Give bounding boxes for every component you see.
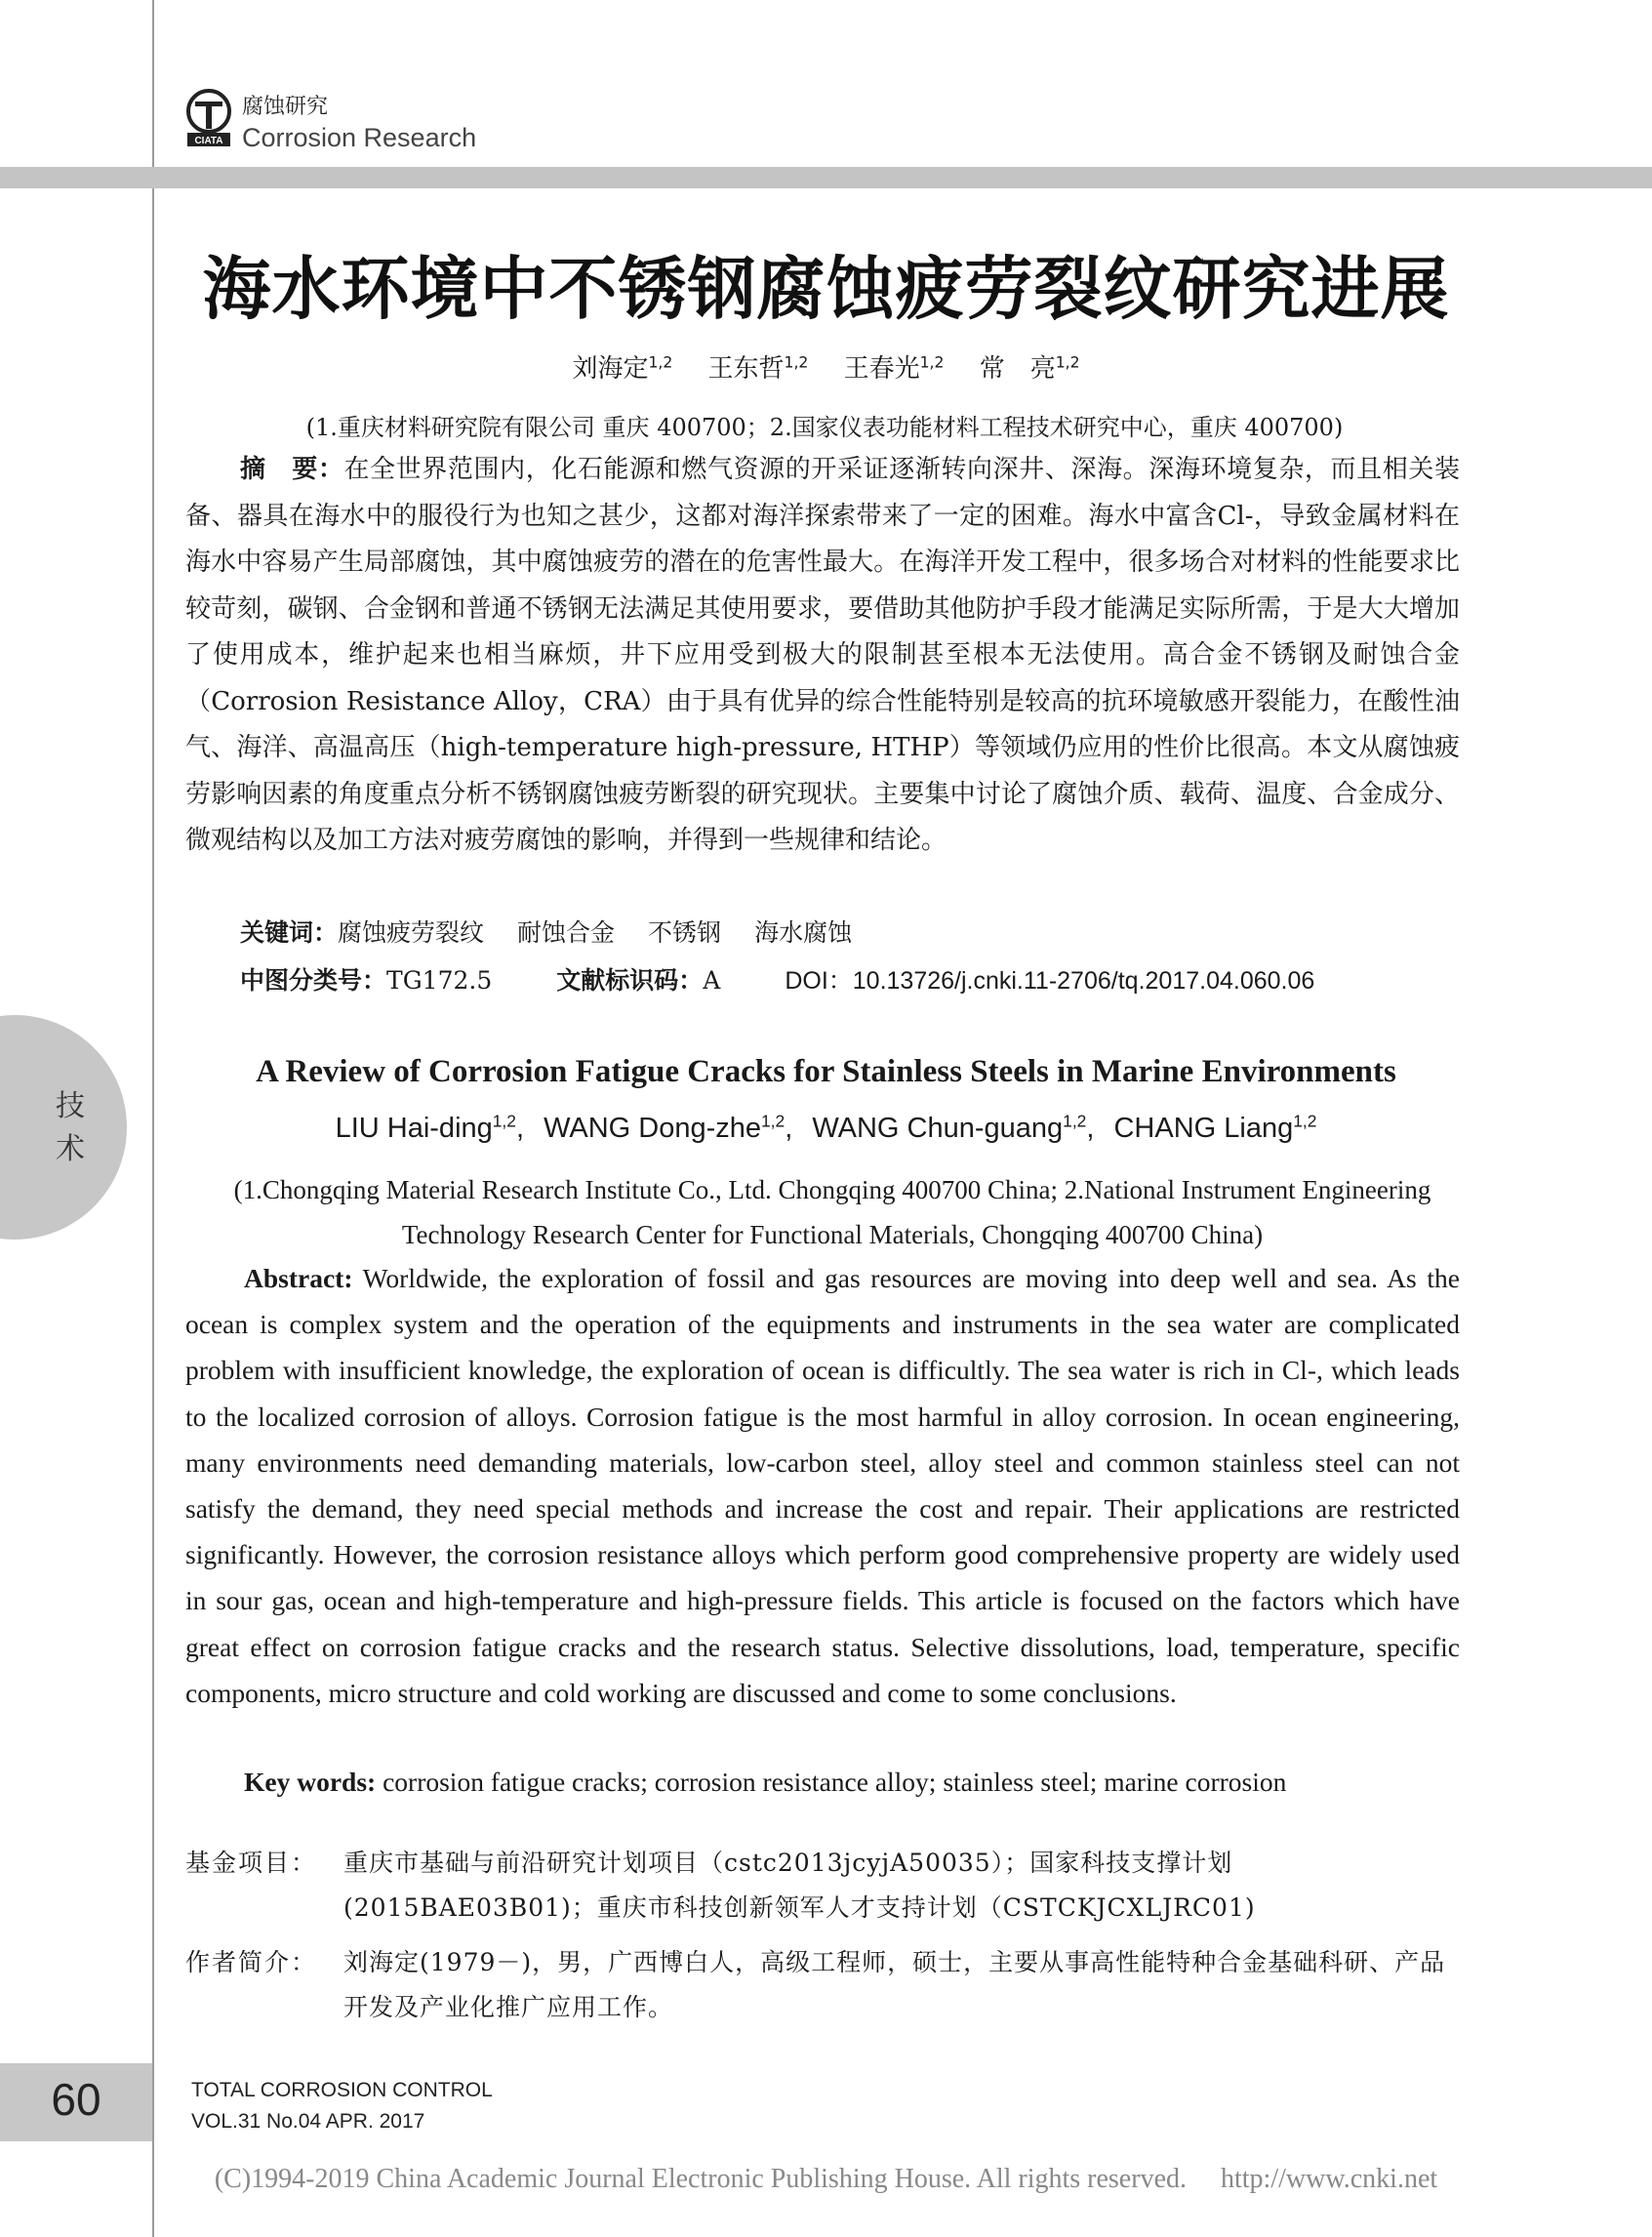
- keywords-cn-label: 关键词：: [240, 918, 339, 947]
- author-cn: 刘海定$^{1,2}$: [572, 353, 673, 384]
- keywords-en-label: Key words:: [244, 1767, 377, 1797]
- journal-logo: [185, 88, 232, 148]
- author-cn: 王东哲$^{1,2}$: [707, 353, 809, 384]
- funding-note: [185, 1841, 1460, 1931]
- clc-value: TG172.5: [386, 966, 493, 995]
- abstract-en-label: Abstract:: [244, 1263, 353, 1293]
- funding-label: 基金项目：: [185, 1849, 318, 1877]
- author-cn: 常 亮$^{1,2}$: [979, 353, 1080, 384]
- author-en: WANG Dong-zhe$^{1,2}$,: [544, 1111, 793, 1144]
- page-number: 60: [51, 2074, 101, 2125]
- keywords-en-text: corrosion fatigue cracks; corrosion resistance alloy; stainless steel; marine corrosion: [383, 1767, 1287, 1797]
- author-en: CHANG Liang$^{1,2}$: [1113, 1111, 1317, 1144]
- affiliation-en: (1.Chongqing Material Research Institute Co., Ltd. Chongqing 400700 China; 2.National Instrument Engineering Technology Research Center for Functional Materials, Chongqing 400700 China): [233, 1175, 1431, 1249]
- keywords-en: [244, 1767, 1286, 1798]
- journal-name-cn: 腐蚀研究: [242, 95, 329, 119]
- author-bio-note: [185, 1940, 1460, 2030]
- doc-code-label: 文献标识码：: [556, 966, 704, 995]
- doi: DOI：10.13726/j.cnki.11-2706/tq.2017.04.060.06: [785, 967, 1315, 995]
- authors-en: [0, 1113, 1652, 1145]
- article-title-en: A Review of Corrosion Fatigue Cracks for Stainless Steels in Marine Environments: [256, 1054, 1396, 1089]
- affiliation-cn: (1.重庆材料研究院有限公司 重庆 400700；2.国家仪表功能材料工程技术研究中心，重庆 400700): [305, 414, 1344, 441]
- keywords-cn: [240, 914, 885, 949]
- abstract-cn-label: 摘 要：: [240, 455, 344, 484]
- keyword-cn: 海水腐蚀: [754, 918, 853, 947]
- author-bio-label: 作者简介：: [185, 1948, 318, 1976]
- abstract-cn: [185, 447, 1460, 865]
- doc-code-value: A: [703, 966, 721, 995]
- section-tab-label: 技 术: [56, 1089, 85, 1166]
- header-bar: [0, 167, 1652, 188]
- footnotes: [185, 1841, 1460, 2040]
- keyword-cn: 腐蚀疲劳裂纹: [338, 918, 485, 947]
- author-en: WANG Chun-guang$^{1,2}$,: [812, 1111, 1095, 1144]
- author-en: LIU Hai-ding$^{1,2}$,: [335, 1111, 525, 1144]
- footer-journal: TOTAL CORROSION CONTROL: [191, 2079, 493, 2101]
- author-bio-text: 刘海定(1979－)，男，广西博白人，高级工程师，硕士，主要从事高性能特种合金基础科研、产品开发及产业化推广应用工作。: [343, 1948, 1446, 2021]
- author-cn: 王春光$^{1,2}$: [843, 353, 945, 384]
- abstract-cn-text: 在全世界范围内，化石能源和燃气资源的开采证逐渐转向深井、深海。深海环境复杂，而且相关装备、器具在海水中的服役行为也知之甚少，这都对海洋探索带来了一定的困难。海水中富含Cl-，导致金属材料在海水中容易产生局部腐蚀，其中腐蚀疲劳的潜在的危害性最大。在海洋开发工程中，很多场合对材料的性能要求比较苛刻，碳钢、合金钢和普通不锈钢无法满足其使用要求，要借助其他防护手段才能满足实际所需，于是大大增加了使用成本，维护起来也相当麻烦，井下应用受到极大的限制甚至根本无法使用。高合金不锈钢及耐蚀合金（Corrosion Resistance Alloy，CRA）由于具有优异的综合性能特别是较高的抗环境敏感开裂能力，在酸性油气、海洋、高温高压（high-temperature high-pressure, HTHP）等领域仍应用的性价比很高。本文从腐蚀疲劳影响因素的角度重点分析不锈钢腐蚀疲劳断裂的研究现状。主要集中讨论了腐蚀介质、载荷、温度、合金成分、微观结构以及加工方法对疲劳腐蚀的影响，并得到一些规律和结论。: [185, 455, 1460, 855]
- logo-text: CIATA: [194, 136, 223, 146]
- keyword-cn: 不锈钢: [648, 918, 722, 947]
- authors-cn: [0, 348, 1652, 385]
- journal-name-en: Corrosion Research: [242, 123, 477, 152]
- funding-text: 重庆市基础与前沿研究计划项目（cstc2013jcyjA50035）；国家科技支撑计划(2015BAE03B01)；重庆市科技创新领军人才支持计划（CSTCKJCXLJRC01): [343, 1849, 1256, 1922]
- footer-issue: VOL.31 No.04 APR. 2017: [191, 2110, 425, 2133]
- abstract-en: [185, 1255, 1460, 1716]
- keyword-cn: 耐蚀合金: [517, 918, 616, 947]
- classification-row: [240, 961, 1314, 996]
- copyright-notice: (C)1994-2019 China Academic Journal Electronic Publishing House. All rights reserved. http://www.cnki.net: [214, 2164, 1438, 2194]
- clc-label: 中图分类号：: [240, 966, 387, 995]
- article-title-cn: 海水环境中不锈钢腐蚀疲劳裂纹研究进展: [202, 249, 1450, 329]
- abstract-en-text: Worldwide, the exploration of fossil and gas resources are moving into deep well and sea. As the ocean is complex system and the operation of the equipments and instruments in the sea water are complicated problem with insufficient knowledge, the exploration of ocean is difficultly. The sea water is rich in Cl-, which leads to the localized corrosion of alloys. Corrosion fatigue is the most harmful in alloy corrosion. In ocean engineering, many environments need demanding materials, low-carbon steel, alloy steel and common stainless steel can not satisfy the demand, they need special methods and increase the cost and repair. Their applications are restricted significantly. However, the corrosion resistance alloys which perform good comprehensive property are widely used in sour gas, ocean and high-temperature and high-pressure fields. This article is focused on the factors which have great effect on corrosion fatigue cracks and the research status. Selective dissolutions, load, temperature, specific components, micro structure and cold working are discussed and come to some conclusions.: [185, 1263, 1460, 1708]
